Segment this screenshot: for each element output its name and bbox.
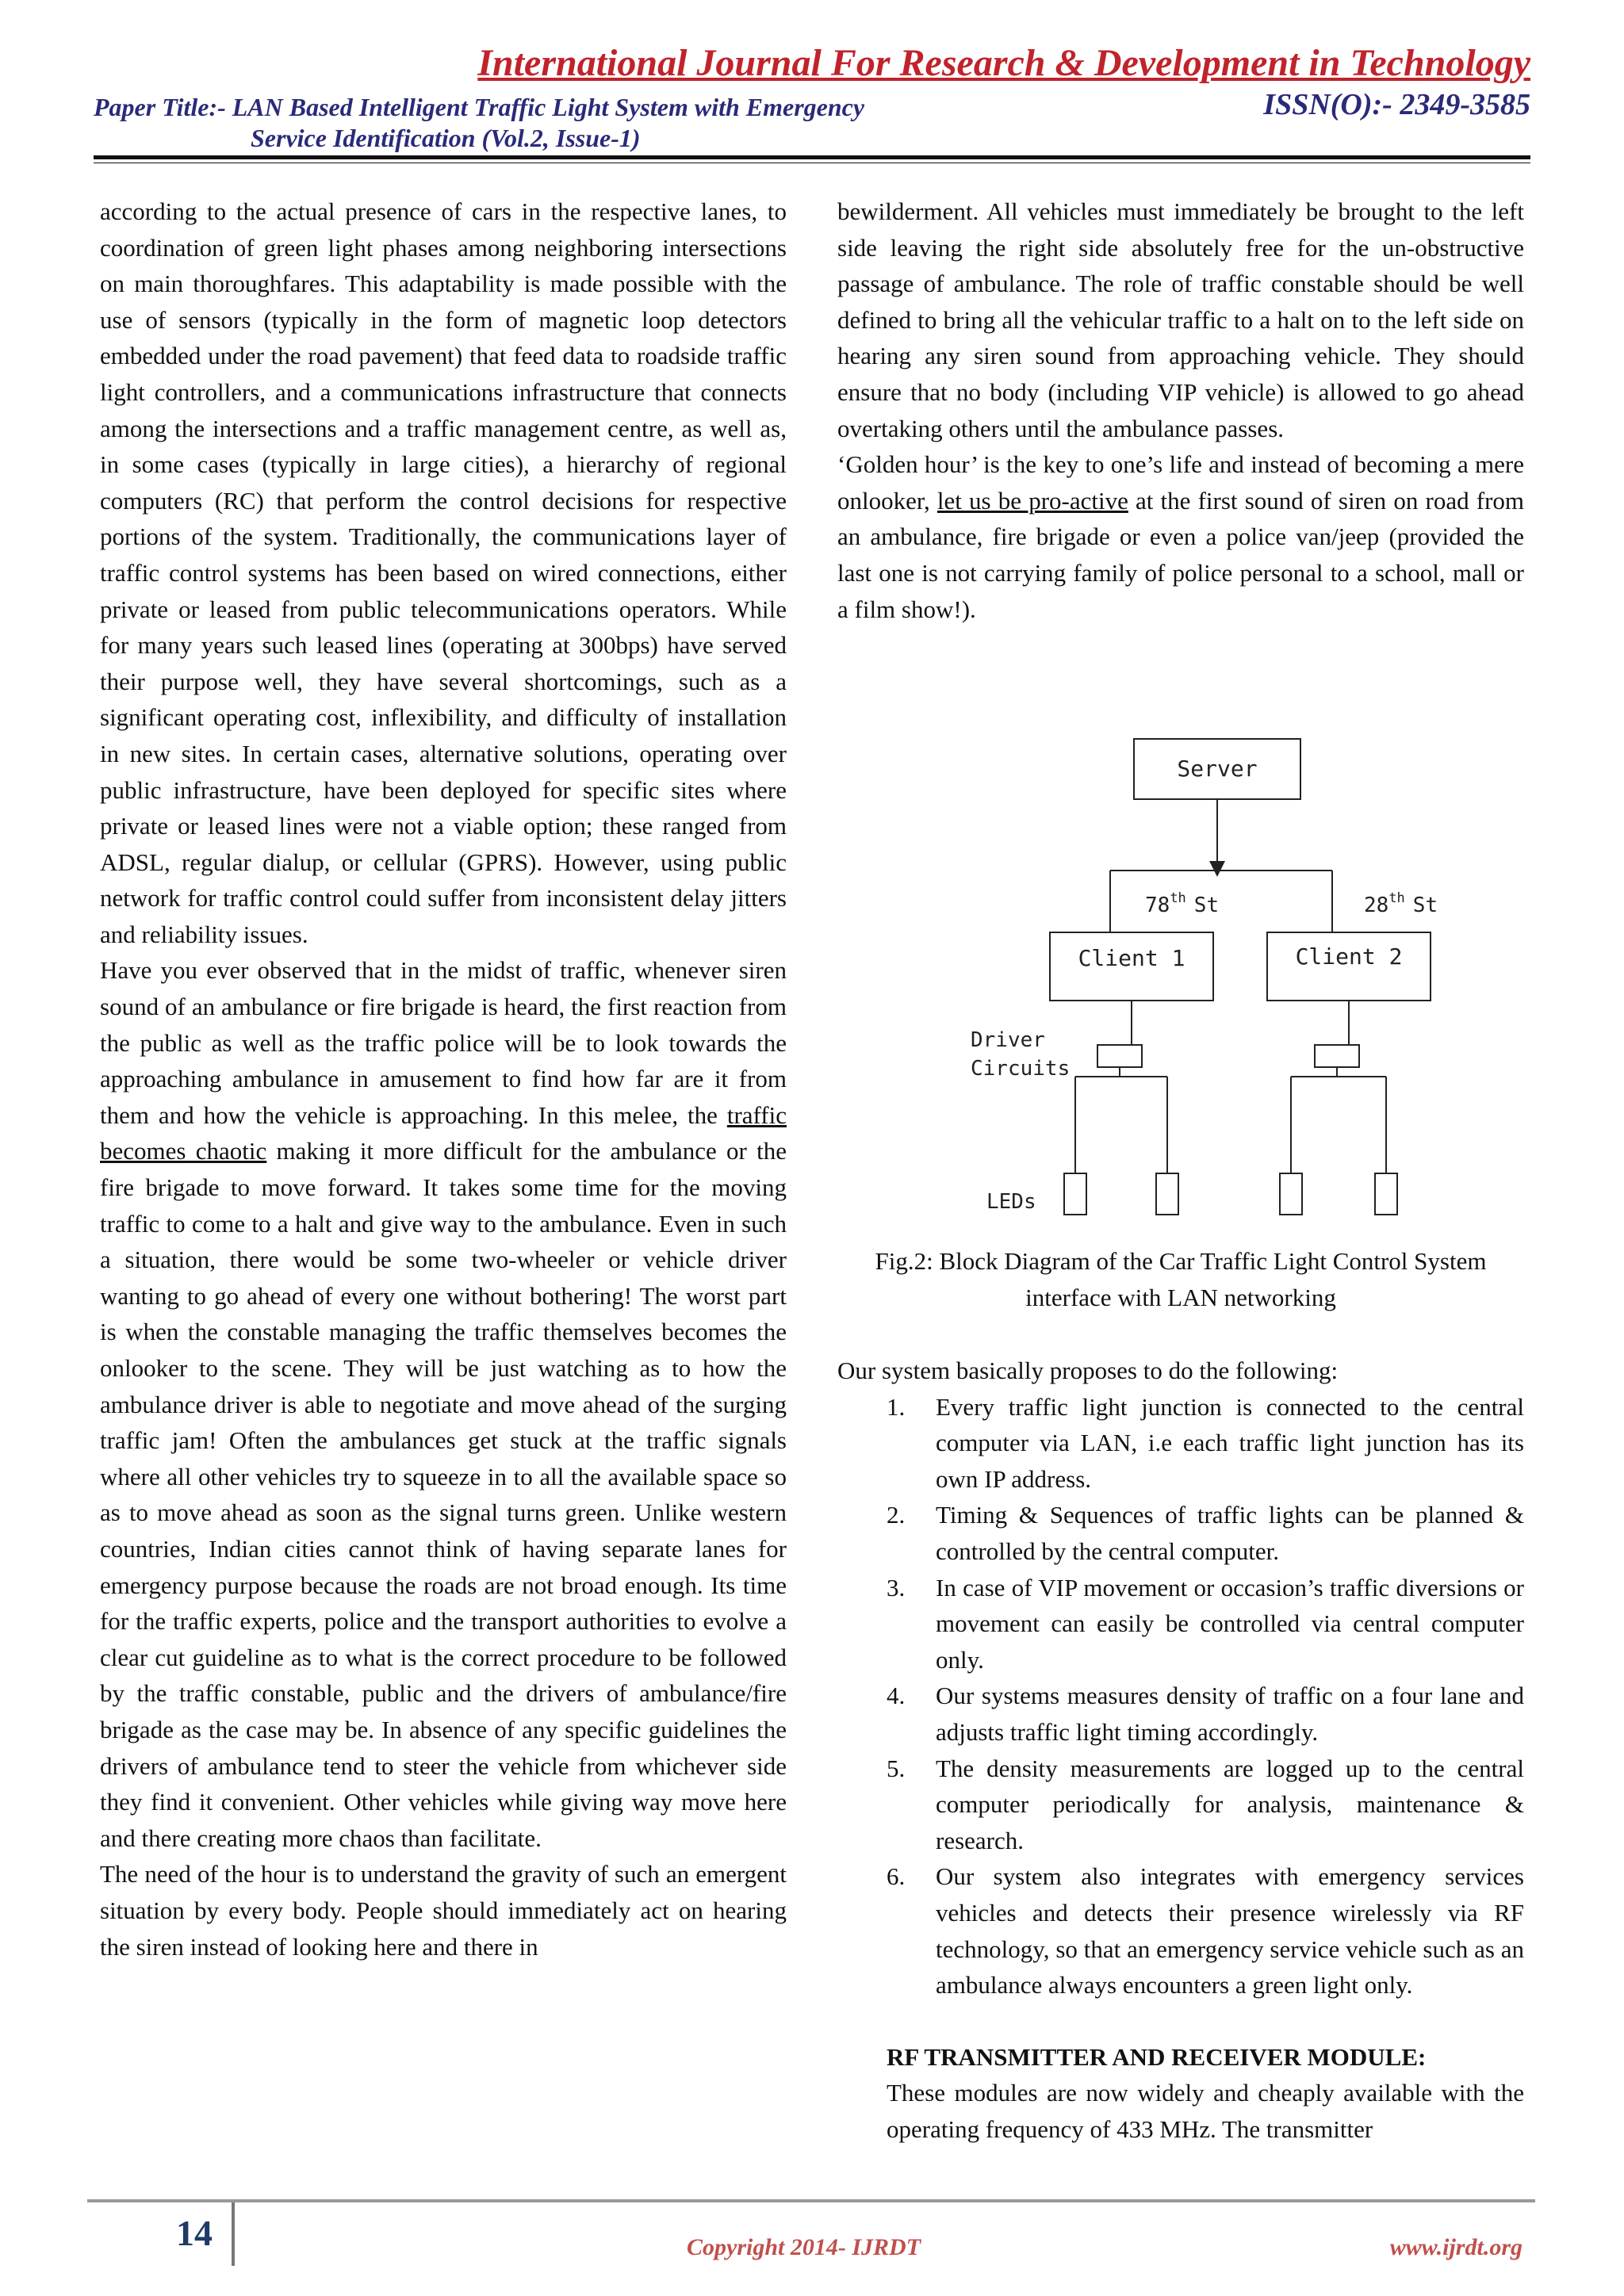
paper-title: Paper Title:- LAN Based Intelligent Traffic Light System with Emergency [94, 93, 865, 121]
list-number: 5. [887, 1754, 906, 1782]
server-arrow-head [1209, 861, 1225, 877]
street-label-78 [1145, 890, 1219, 917]
ordinal-suffix: th [1388, 890, 1405, 906]
page-number: 14 [176, 2213, 213, 2253]
list-text: Every traffic light junction is connected to the central computer via LAN, i.e each traffic light junction has its own IP address. [936, 1392, 1524, 1493]
list-item [837, 1389, 1524, 1498]
leds-label: LEDs [986, 1190, 1036, 1214]
caption-line: Fig.2: Block Diagram of the Car Traffic Light Control System [875, 1247, 1487, 1275]
paragraph-text: at the first sound of siren on road from an ambulance, fire brigade or even a police van/jeep (provided the last one is not carrying family of police personal to a school, mall or a film show!). [837, 486, 1525, 623]
system-intro: Our system basically proposes to do the following: [837, 1357, 1339, 1384]
list-text: Our systems measures density of traffic on a four lane and adjusts traffic light timing accordingly. [936, 1682, 1524, 1746]
list-number: 1. [887, 1392, 906, 1421]
list-number: 6. [887, 1862, 906, 1891]
client-1-label: Client 1 [1078, 945, 1185, 971]
street-abbrev: St [1193, 894, 1220, 917]
underlined-phrase: let us be pro-active [936, 486, 1128, 515]
system-list [837, 1389, 1524, 2003]
street-label-28 [1364, 890, 1438, 917]
figure-caption [837, 1243, 1524, 1315]
list-text: Our system also integrates with emergency services vehicles and detects their presence wirelessly via RF technology, so that an emergency service vehicle such as an ambulance always encounters a green light only. [936, 1862, 1524, 1999]
list-item [837, 1497, 1524, 1569]
block-diagram-svg [936, 729, 1459, 1237]
ordinal-suffix: th [1170, 890, 1186, 906]
led-2 [1156, 1173, 1178, 1215]
body-paragraph: The need of the hour is to understand the gravity of such an emergent situation by every body. People should immediately act on hearing the siren instead of looking here and there in [100, 1860, 787, 1961]
copyright-notice: Copyright 2014- IJRDT [687, 2234, 921, 2260]
system-section [837, 1353, 1524, 2147]
body-paragraph [100, 952, 787, 1856]
page-number-bar [232, 2202, 235, 2266]
list-text: The density measurements are logged up to the central computer periodically for analysis, maintenance & research. [936, 1754, 1524, 1854]
body-paragraph [837, 446, 1524, 627]
led-3 [1280, 1173, 1302, 1215]
driver-circuit-2 [1315, 1045, 1359, 1067]
paragraph-text: making it more difficult for the ambulance or the fire brigade to move forward. It takes some time for the moving traffic to come to a halt and give way to the ambulance. Even in such a situation, there would be some two-wheeler or vehicle driver wanting to go ahead of every one without bothering! The worst part is when the constable managing the traffic themselves becomes the onlooker to the scene. They will be just watching as to how the ambulance driver is able to negotiate and move ahead of the surging traffic jam! Often the ambulances get stuck at the traffic signals where all other vehicles try to squeeze in to all the available space so as to move ahead as soon as the signal turns green. Unlike western countries, Indian cities cannot think of having separate lanes for emergency purpose because the roads are not broad enough. Its time for the traffic experts, police and the transport authorities to evolve a clear cut guideline as to what is the correct procedure to be followed by the traffic constable, public and the drivers of ambulance/fire brigade as the case may be. In absence of any specific guidelines the drivers of ambulance tend to steer the vehicle from whichever side they find it convenient. Other vehicles while giving way move here and there creating more chaos than facilitate. [100, 1137, 787, 1852]
led-1 [1064, 1173, 1086, 1215]
client-2-label: Client 2 [1295, 943, 1403, 970]
caption-line: interface with LAN networking [1025, 1283, 1336, 1311]
list-number: 3. [887, 1573, 906, 1601]
list-number: 2. [887, 1501, 906, 1529]
list-item [837, 1751, 1524, 1859]
left-column [100, 193, 787, 1965]
street-number: 28 [1364, 894, 1389, 917]
circuits-label: Circuits [971, 1057, 1071, 1081]
block-diagram [936, 729, 1459, 1237]
rf-module-text: These modules are now widely and cheaply available with the operating frequency of 433 MHz. The transmitter [887, 2079, 1524, 2143]
rf-module-heading: RF TRANSMITTER AND RECEIVER MODULE: [887, 2042, 1427, 2071]
header-divider [94, 155, 1530, 159]
body-paragraph: bewilderment. All vehicles must immediately be brought to the left side leaving the right side absolutely free for the un-obstructive passage of ambulance. The role of traffic constable should be well defined to bring all the vehicular traffic to a halt on to the left side on hearing any siren sound from approaching vehicle. They should ensure that no body (including VIP vehicle) is allowed to go ahead overtaking others until the ambulance passes. [837, 197, 1524, 442]
driver-label: Driver [971, 1028, 1045, 1052]
body-paragraph: according to the actual presence of cars in the respective lanes, to coordination of green light phases among neighboring intersections on main thoroughfares. This adaptability is made possible with the use of sensors (typically in the form of magnetic loop detectors embedded under the road pavement) that feed data to roadside traffic light controllers, and a communications infrastructure that connects among the intersections and a traffic management centre, as well as, in some cases (typically in large cities), a hierarchy of regional computers (RC) that perform the control decisions for respective portions of the system. Traditionally, the communications layer of traffic control systems has been based on wired connections, either private or leased from public telecommunications operators. While for many years such leased lines (operating at 300bps) have served their purpose well, they have several shortcomings, such as a significant operating cost, inflexibility, and difficulty of installation in new sites. In certain cases, alternative solutions, operating over public infrastructure, have been deployed for specific sites where private or leased lines were not a viable option; these ranged from ADSL, regular dialup, or cellular (GPRS). However, using public network for traffic control could suffer from inconsistent delay jitters and reliability issues. [100, 197, 787, 948]
list-number: 4. [887, 1682, 906, 1710]
paragraph-text: Have you ever observed that in the midst of traffic, whenever siren sound of an ambulance or fire brigade is heard, the first reaction from the public as well as the traffic police will be to look towards the approaching ambulance in amusement to find how far are it from them and how the vehicle is approaching. In this melee, the [100, 956, 787, 1129]
issn: ISSN(O):- 2349-3585 [1263, 88, 1530, 121]
list-item [837, 1570, 1524, 1678]
website-link[interactable]: www.ijrdt.org [1389, 2234, 1522, 2260]
list-item [837, 1678, 1524, 1750]
server-label: Server [1177, 756, 1258, 782]
right-column [837, 193, 1524, 627]
driver-circuit-1 [1097, 1045, 1142, 1067]
list-item [837, 1858, 1524, 2003]
underlined-phrase: traffic becomes chaotic [100, 1100, 787, 1165]
list-text: Timing & Sequences of traffic lights can be planned & controlled by the central computer. [936, 1501, 1524, 1565]
paper-title-volume: Service Identification (Vol.2, Issue-1) [251, 124, 641, 152]
footer-divider [87, 2199, 1535, 2202]
street-number: 78 [1145, 894, 1170, 917]
paragraph-text: ‘Golden hour’ is the key to one’s life and instead of becoming a mere onlooker, [837, 450, 1524, 515]
list-text: In case of VIP movement or occasion’s traffic diversions or movement can easily be controlled via central computer only. [936, 1573, 1524, 1674]
led-4 [1375, 1173, 1397, 1215]
street-abbrev: St [1412, 894, 1438, 917]
journal-title: International Journal For Research & Development in Technology [477, 42, 1530, 84]
